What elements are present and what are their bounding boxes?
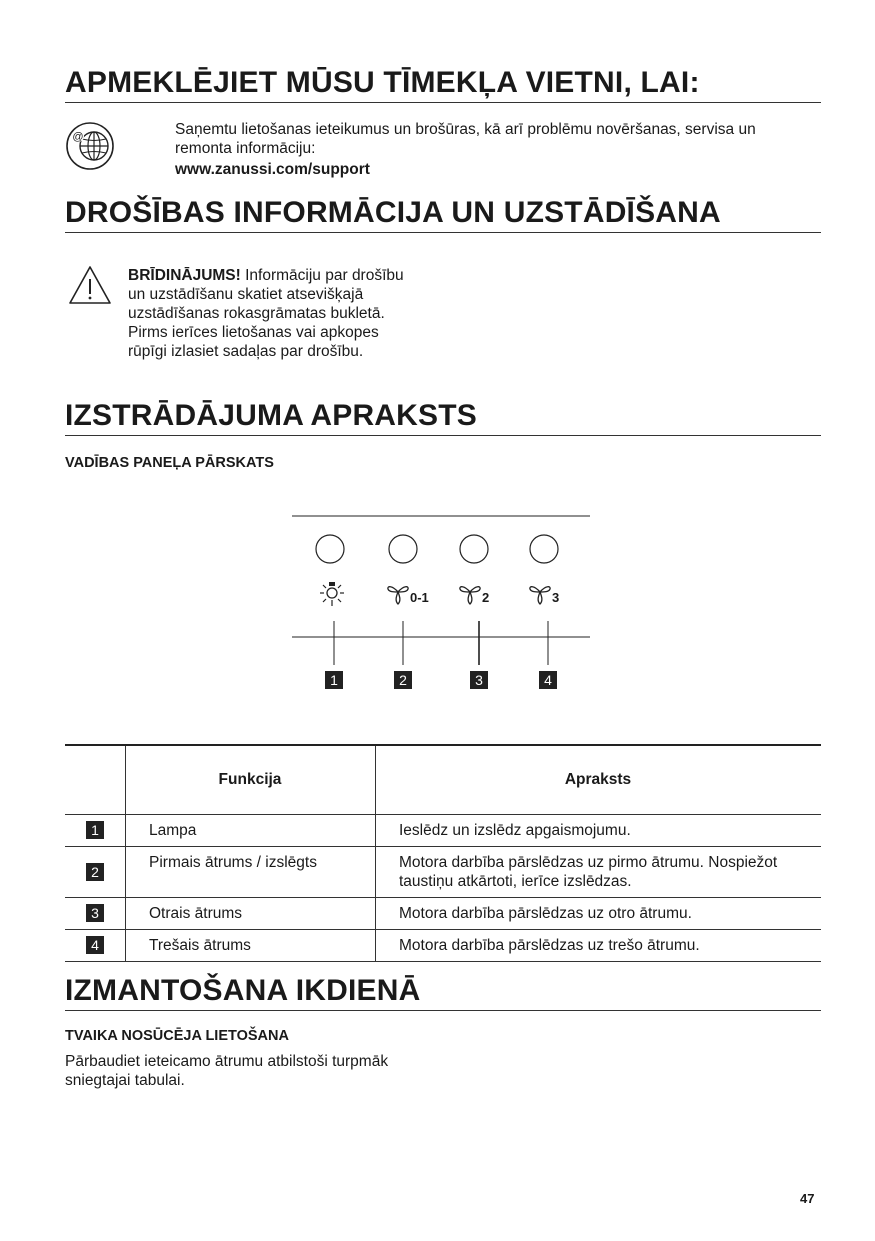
warning-icon <box>68 264 112 306</box>
table-header-function: Funkcija <box>126 745 376 815</box>
hood-use-text: Pārbaudiet ieteicamo ātrumu atbilstoši turpmāk sniegtajai tabulai. <box>65 1053 389 1089</box>
control-panel-diagram <box>292 515 590 695</box>
row-number: 4 <box>86 936 104 954</box>
svg-text:@: @ <box>72 131 84 143</box>
row-function: Pirmais ātrums / izslēgts <box>126 847 376 898</box>
table-row <box>65 847 821 898</box>
table-header-num <box>65 745 126 815</box>
row-function: Otrais ātrums <box>126 898 376 930</box>
control-panel-subtitle: VADĪBAS PANEĻA PĀRSKATS <box>65 455 274 471</box>
warning-text: Informāciju par drošību un uzstādīšanu skatiet atsevišķajā uzstādīšanas rokasgrāmatas bukletā. Pirms ierīces lietošanas vai apkopes rūpīgi izlasiet sadaļas par drošību. <box>128 267 404 360</box>
table-row <box>65 930 821 962</box>
row-description: Ieslēdz un izslēdz apgaismojumu. <box>376 815 822 847</box>
section-title-website: APMEKLĒJIET MŪSU TĪMEKĻA VIETNI, LAI: <box>65 66 821 103</box>
callout-3: 3 <box>470 671 488 689</box>
website-text: Saņemtu lietošanas ieteikumus un brošūras, kā arī problēmu novēršanas, servisa un remonta informāciju: <box>175 121 756 157</box>
support-link[interactable]: www.zanussi.com/support <box>175 161 370 178</box>
row-function: Lampa <box>126 815 376 847</box>
warning-label: BRĪDINĀJUMS! <box>128 267 241 284</box>
callout-1: 1 <box>325 671 343 689</box>
section-title-product: IZSTRĀDĀJUMA APRAKSTS <box>65 399 821 436</box>
table-row <box>65 898 821 930</box>
warning-paragraph <box>128 266 413 361</box>
callout-4: 4 <box>539 671 557 689</box>
globe-icon <box>65 121 115 171</box>
row-number: 3 <box>86 904 104 922</box>
section-title-daily-use: IZMANTOŠANA IKDIENĀ <box>65 974 821 1011</box>
table-row <box>65 815 821 847</box>
fan-speed-label-3: 3 <box>552 590 560 605</box>
callout-2: 2 <box>394 671 412 689</box>
row-description: Motora darbība pārslēdzas uz otro ātrumu. <box>376 898 822 930</box>
row-function: Trešais ātrums <box>126 930 376 962</box>
row-description: Motora darbība pārslēdzas uz trešo ātrumu. <box>376 930 822 962</box>
table-header-description: Apraksts <box>376 745 822 815</box>
hood-use-subtitle: TVAIKA NOSŪCĒJA LIETOŠANA <box>65 1028 289 1044</box>
row-number: 2 <box>86 863 104 881</box>
fan-speed-label-1: 0-1 <box>410 590 429 605</box>
function-table <box>65 744 821 962</box>
section-title-safety: DROŠĪBAS INFORMĀCIJA UN UZSTĀDĪŠANA <box>65 196 821 233</box>
row-description: Motora darbība pārslēdzas uz pirmo ātrumu. Nospiežot taustiņu atkārtoti, ierīce izslēdzas. <box>376 847 822 898</box>
fan-speed-label-2: 2 <box>482 590 490 605</box>
page-number: 47 <box>800 1191 815 1206</box>
table-header-row <box>65 745 821 815</box>
row-number: 1 <box>86 821 104 839</box>
